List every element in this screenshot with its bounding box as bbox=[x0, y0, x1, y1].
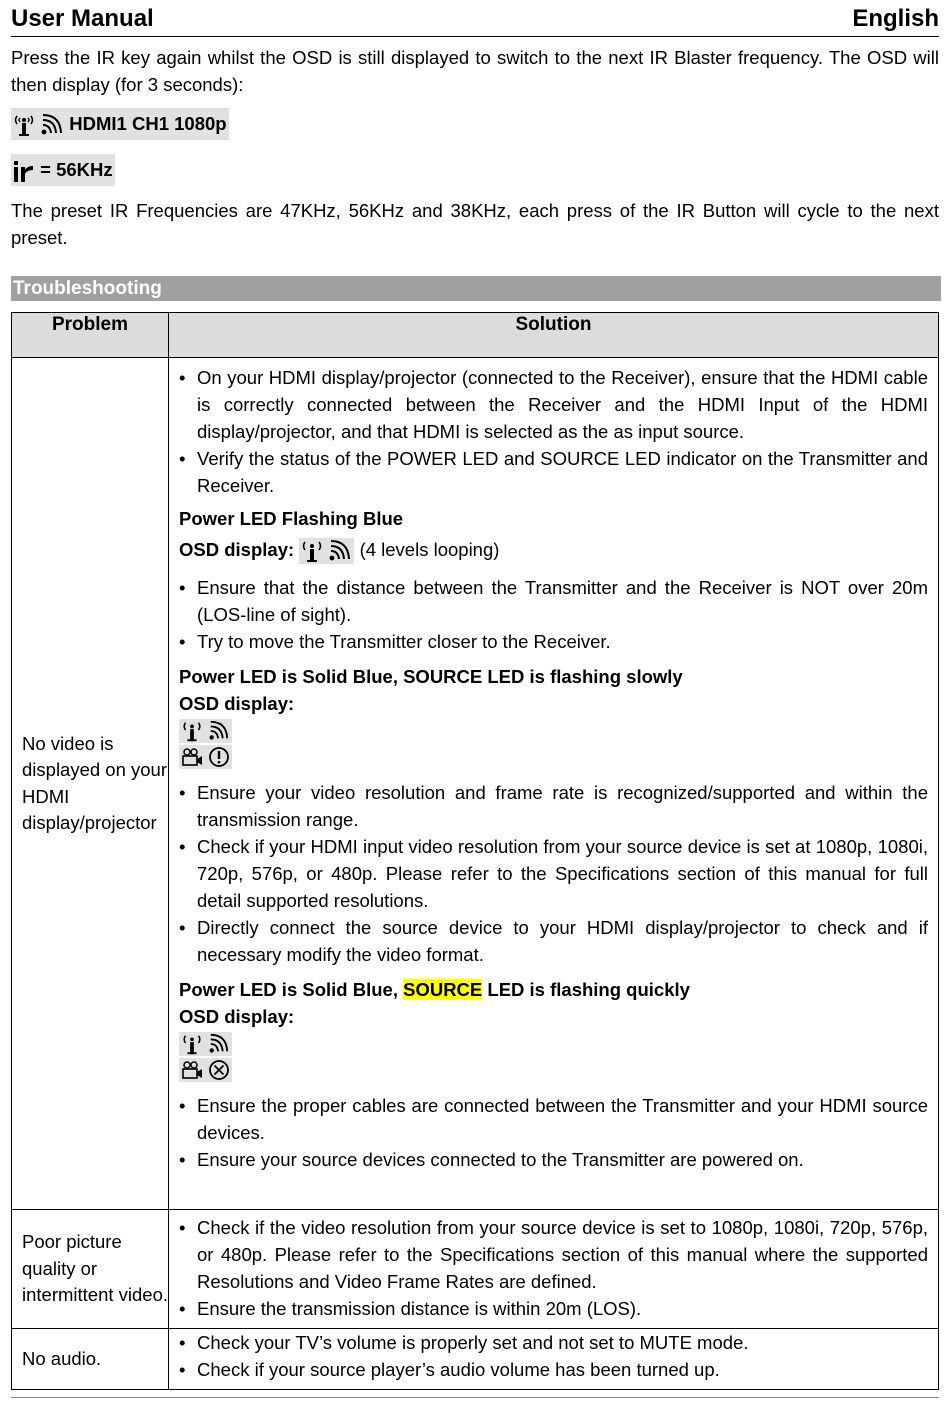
osd-icon-row-signal bbox=[179, 719, 928, 743]
column-header-solution: Solution bbox=[169, 313, 939, 358]
list-item: • Check if your source player’s audio volume has been turned up. bbox=[197, 1356, 928, 1383]
list-item: • On your HDMI display/projector (connected to the Receiver), ensure that the HDMI cable is correctly connected between the Receiver and the HDMI Input of the HDMI display/projector, and that HDMI is selected as the as input source. bbox=[197, 364, 928, 445]
solution-poor-picture bbox=[169, 1210, 939, 1329]
list-item: • Try to move the Transmitter closer to the Receiver. bbox=[197, 628, 928, 655]
warning-icon bbox=[208, 745, 230, 769]
signal-strength-icon bbox=[208, 719, 230, 743]
osd-example-2 bbox=[11, 154, 939, 186]
camera-icon bbox=[181, 745, 203, 769]
list-item: • Directly connect the source device to your HDMI display/projector to check and if necessary modify the video format. bbox=[197, 914, 928, 968]
subheading-flashing-quickly bbox=[179, 976, 928, 1003]
solution-no-audio bbox=[169, 1329, 939, 1390]
footer-divider bbox=[11, 1397, 939, 1398]
antenna-icon bbox=[181, 719, 203, 743]
subheading-flashing-slowly: Power LED is Solid Blue, SOURCE LED is flashing slowly bbox=[179, 666, 683, 688]
no-signal-icon bbox=[208, 1058, 230, 1082]
page-header bbox=[11, 0, 939, 37]
osd-frequency-text: = 56KHz bbox=[40, 159, 113, 180]
signal-strength-icon bbox=[40, 112, 64, 138]
list-item: • Ensure your source devices connected to the Transmitter are powered on. bbox=[197, 1146, 928, 1173]
osd-icons bbox=[299, 538, 354, 564]
header-title: User Manual bbox=[11, 5, 154, 32]
signal-strength-icon bbox=[328, 538, 352, 564]
table-row bbox=[12, 1210, 939, 1329]
list-item: • Ensure the transmission distance is within 20m (LOS). bbox=[197, 1295, 928, 1322]
problem-no-audio: No audio. bbox=[12, 1329, 169, 1390]
list-item: • Check if your HDMI input video resolution from your source device is set at 1080p, 1080i, 720p, 576p, or 480p. Please refer to the Specifications section of this manual for full detail supported resolutions. bbox=[197, 833, 928, 914]
osd-hdmi-text: HDMI1 CH1 1080p bbox=[69, 113, 227, 134]
list-item: • Ensure your video resolution and frame rate is recognized/supported and within the transmission range. bbox=[197, 779, 928, 833]
ir-icon bbox=[13, 158, 35, 184]
list-item: • Check if the video resolution from your source device is set to 1080p, 1080i, 720p, 576p, or 480p. Please refer to the Specifications section of this manual where the supported Resolutions and Video Frame Rates are defined. bbox=[197, 1214, 928, 1295]
list-item: • Ensure the proper cables are connected between the Transmitter and your HDMI source devices. bbox=[197, 1092, 928, 1146]
subheading-flashing-blue: Power LED Flashing Blue bbox=[179, 508, 404, 529]
osd-note: (4 levels looping) bbox=[359, 539, 500, 560]
problem-no-video: No video is displayed on your HDMI display/projector bbox=[12, 358, 169, 1210]
troubleshooting-table bbox=[11, 312, 939, 1390]
camera-icon bbox=[181, 1058, 203, 1082]
subheading-text: LED is flashing quickly bbox=[482, 979, 690, 1001]
osd-display-label: OSD display: bbox=[179, 693, 295, 715]
solution-no-video bbox=[169, 358, 939, 1210]
manual-page bbox=[11, 0, 939, 251]
intro-paragraph-2: The preset IR Frequencies are 47KHz, 56KHz and 38KHz, each press of the IR Button will cycle to the next preset. bbox=[11, 200, 939, 248]
list-item: • Check your TV’s volume is properly set and not set to MUTE mode. bbox=[197, 1329, 928, 1356]
table-row bbox=[12, 358, 939, 1210]
osd-icon-row-warning bbox=[179, 745, 928, 769]
osd-display-label: OSD display: bbox=[179, 1006, 295, 1028]
antenna-icon bbox=[13, 112, 35, 138]
problem-poor-picture: Poor picture quality or intermittent video. bbox=[12, 1210, 169, 1329]
antenna-icon bbox=[181, 1032, 203, 1056]
table-row bbox=[12, 1329, 939, 1390]
section-title-troubleshooting: Troubleshooting bbox=[11, 276, 941, 301]
table-header-row bbox=[12, 313, 939, 358]
intro-paragraph-1: Press the IR key again whilst the OSD is still displayed to switch to the next IR Blaster frequency. The OSD will then display (for 3 seconds): bbox=[11, 47, 939, 95]
osd-display-line bbox=[179, 536, 928, 564]
list-item: • Verify the status of the POWER LED and SOURCE LED indicator on the Transmitter and Receiver. bbox=[197, 445, 928, 499]
column-header-problem: Problem bbox=[12, 313, 169, 358]
list-item: • Ensure that the distance between the Transmitter and the Receiver is NOT over 20m (LOS-line of sight). bbox=[197, 574, 928, 628]
highlighted-source: SOURCE bbox=[403, 979, 483, 1001]
subheading-text: Power LED is Solid Blue, bbox=[179, 979, 404, 1001]
signal-strength-icon bbox=[208, 1032, 230, 1056]
osd-example-1 bbox=[11, 108, 939, 140]
header-language: English bbox=[852, 5, 939, 32]
antenna-icon bbox=[301, 538, 323, 564]
osd-icon-row-signal bbox=[179, 1032, 928, 1056]
osd-icon-row-no-signal bbox=[179, 1058, 928, 1082]
osd-label: OSD display: bbox=[179, 539, 295, 560]
